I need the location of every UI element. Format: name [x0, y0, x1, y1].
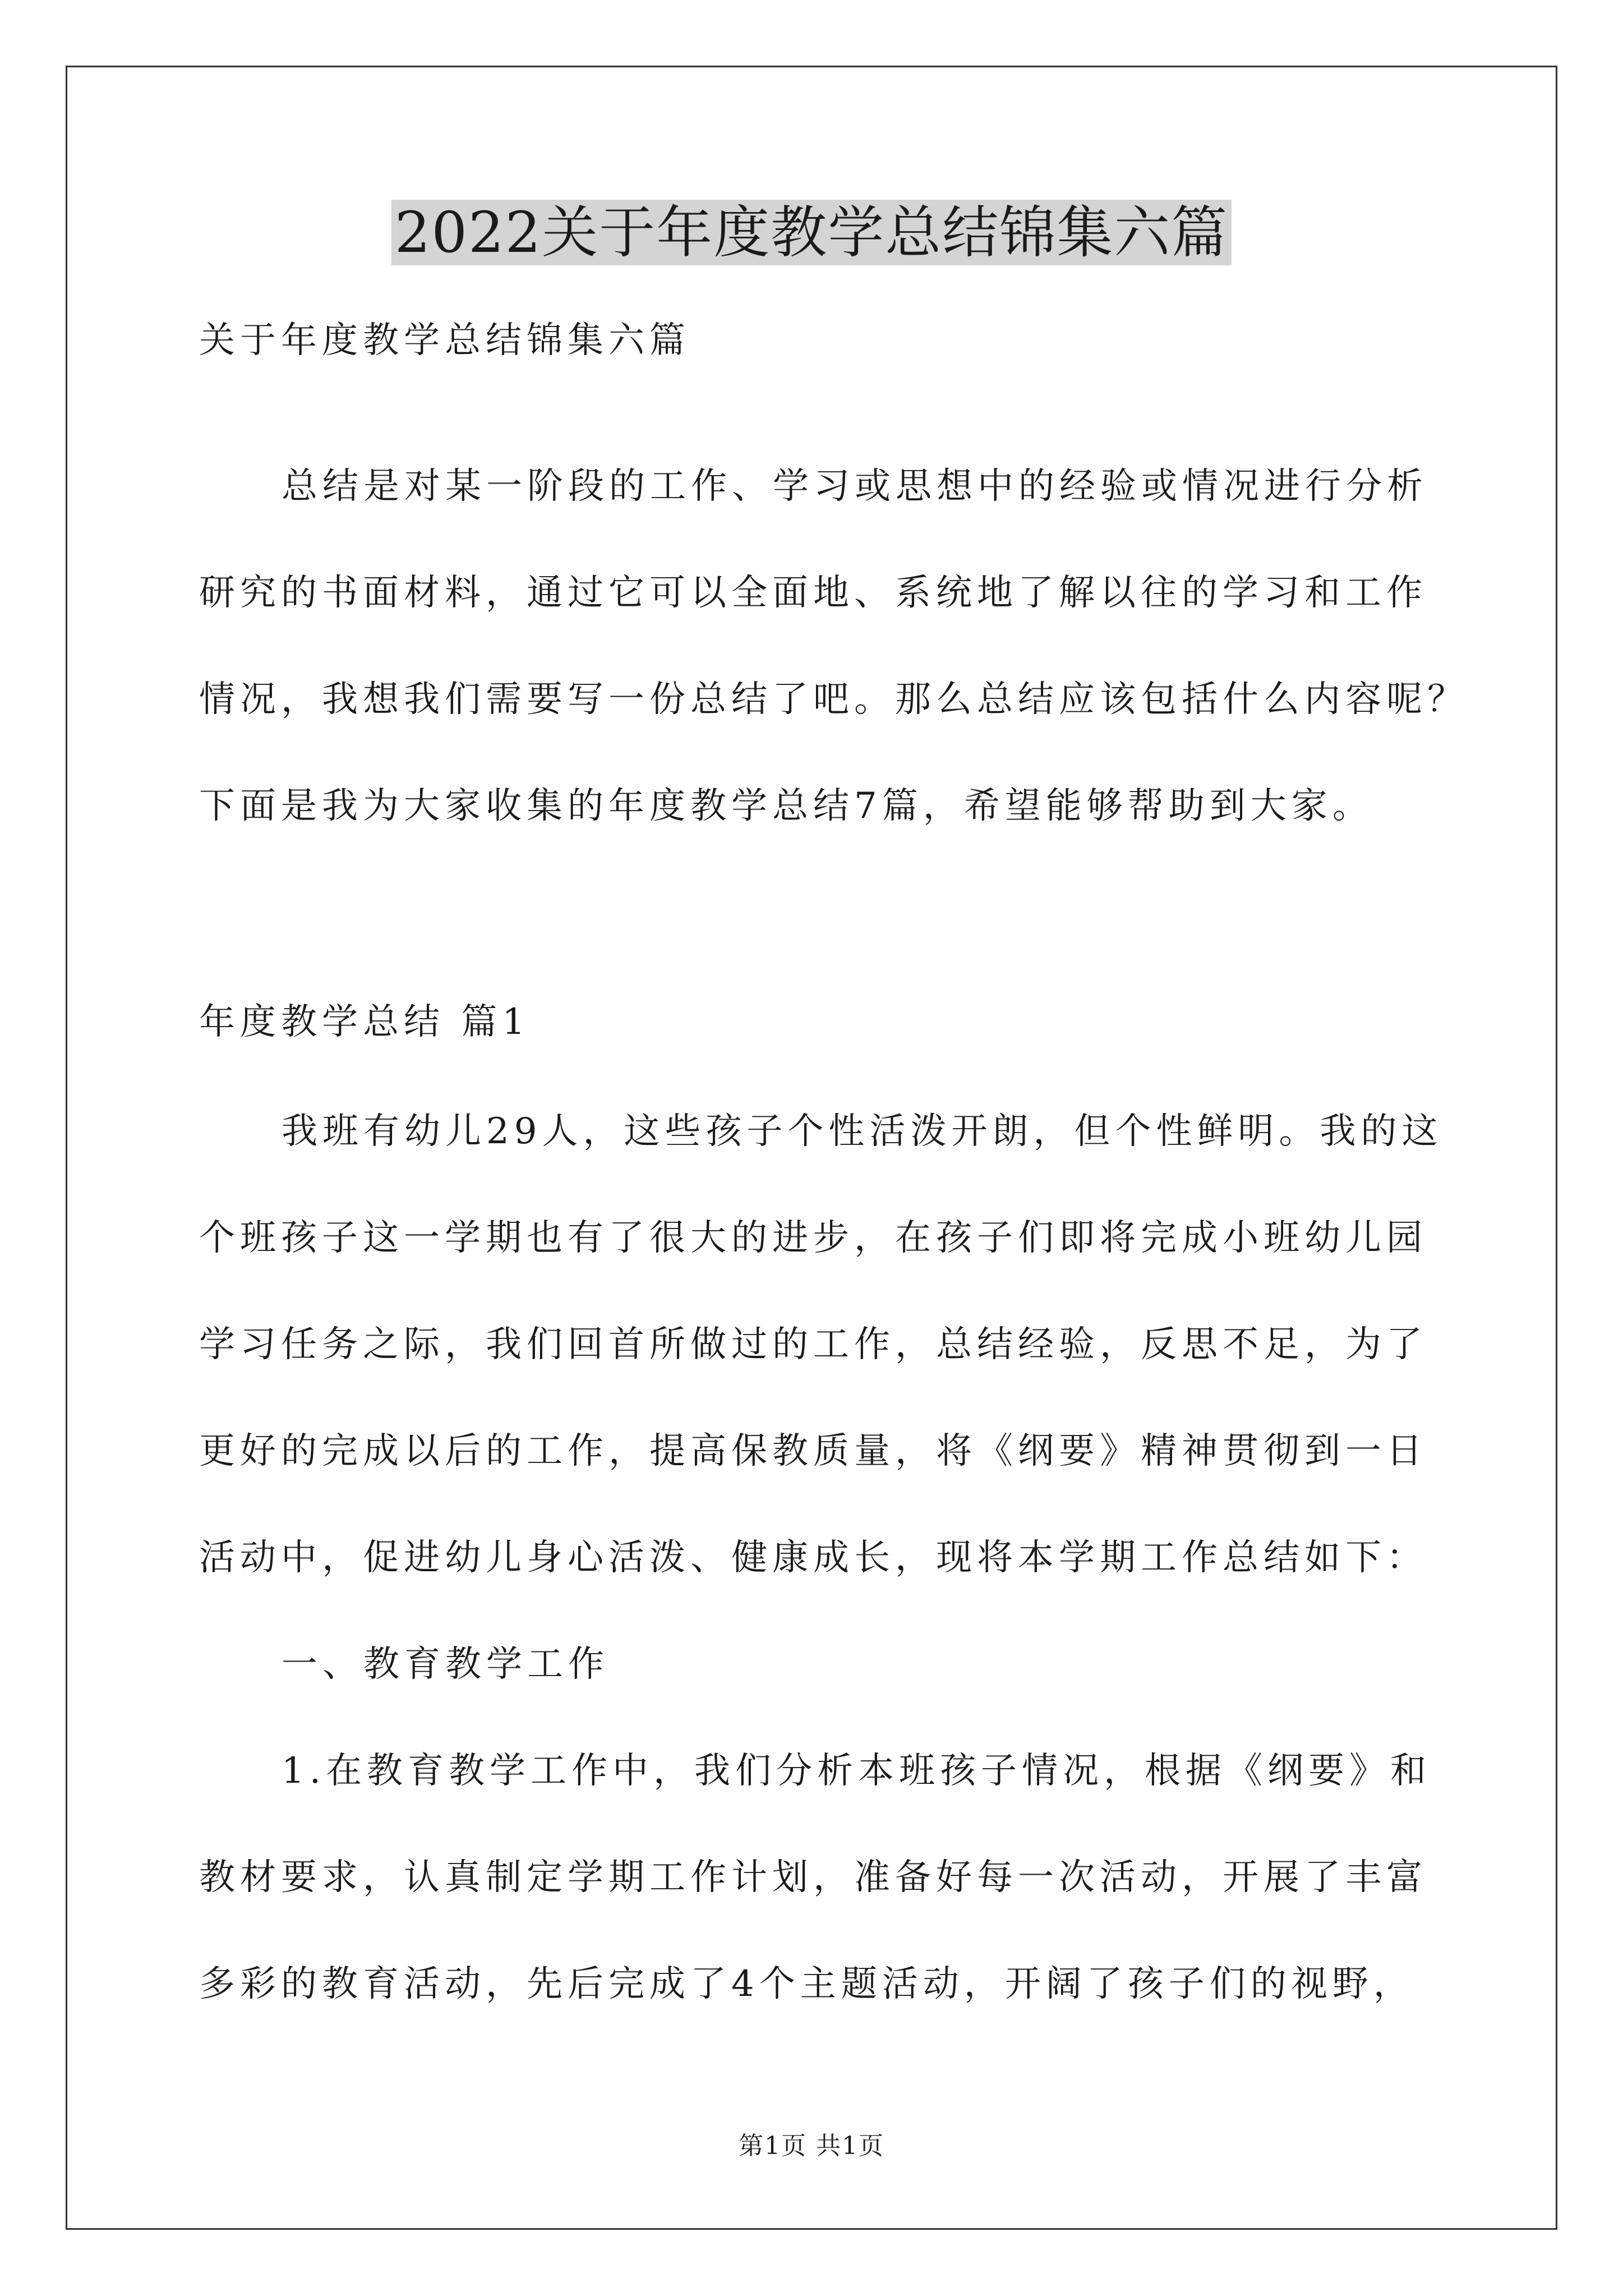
subsection-heading: 一、教育教学工作 — [282, 1644, 609, 1685]
intro-paragraph-line-2: 研究的书面材料，通过它可以全面地、系统地了解以往的学习和工作 — [199, 572, 1427, 614]
item-paragraph-line-2: 教材要求，认真制定学期工作计划，准备好每一次活动，开展了丰富 — [199, 1857, 1427, 1898]
body-paragraph-line-2: 个班孩子这一学期也有了很大的进步，在孩子们即将完成小班幼儿园 — [199, 1217, 1427, 1259]
page-footer: 第1页 共1页 — [739, 2132, 884, 2160]
body-paragraph-line-3: 学习任务之际，我们回首所做过的工作，总结经验，反思不足，为了 — [199, 1324, 1427, 1365]
intro-paragraph-line-3: 情况，我想我们需要写一份总结了吧。那么总结应该包括什么内容呢？ — [199, 679, 1468, 720]
intro-paragraph-line-4: 下面是我为大家收集的年度教学总结7篇，希望能够帮助到大家。 — [199, 785, 1373, 827]
body-paragraph-line-1: 我班有幼儿29人，这些孩子个性活泼开朗，但个性鲜明。我的这 — [282, 1111, 1443, 1152]
subtitle-line: 关于年度教学总结锦集六篇 — [199, 320, 690, 361]
section-heading: 年度教学总结 篇1 — [199, 1001, 531, 1043]
body-paragraph-line-4: 更好的完成以后的工作，提高保教质量，将《纲要》精神贯彻到一日 — [199, 1430, 1427, 1472]
item-paragraph-line-1: 1.在教育教学工作中，我们分析本班孩子情况，根据《纲要》和 — [282, 1750, 1432, 1792]
document-title-block — [0, 191, 1623, 275]
item-paragraph-line-3: 多彩的教育活动，先后完成了4个主题活动，开阔了孩子们的视野， — [199, 1963, 1414, 2005]
document-title: 2022关于年度教学总结锦集六篇 — [391, 200, 1232, 265]
intro-paragraph-line-1: 总结是对某一阶段的工作、学习或思想中的经验或情况进行分析 — [282, 466, 1428, 507]
body-paragraph-line-5: 活动中，促进幼儿身心活泼、健康成长，现将本学期工作总结如下： — [199, 1537, 1427, 1579]
